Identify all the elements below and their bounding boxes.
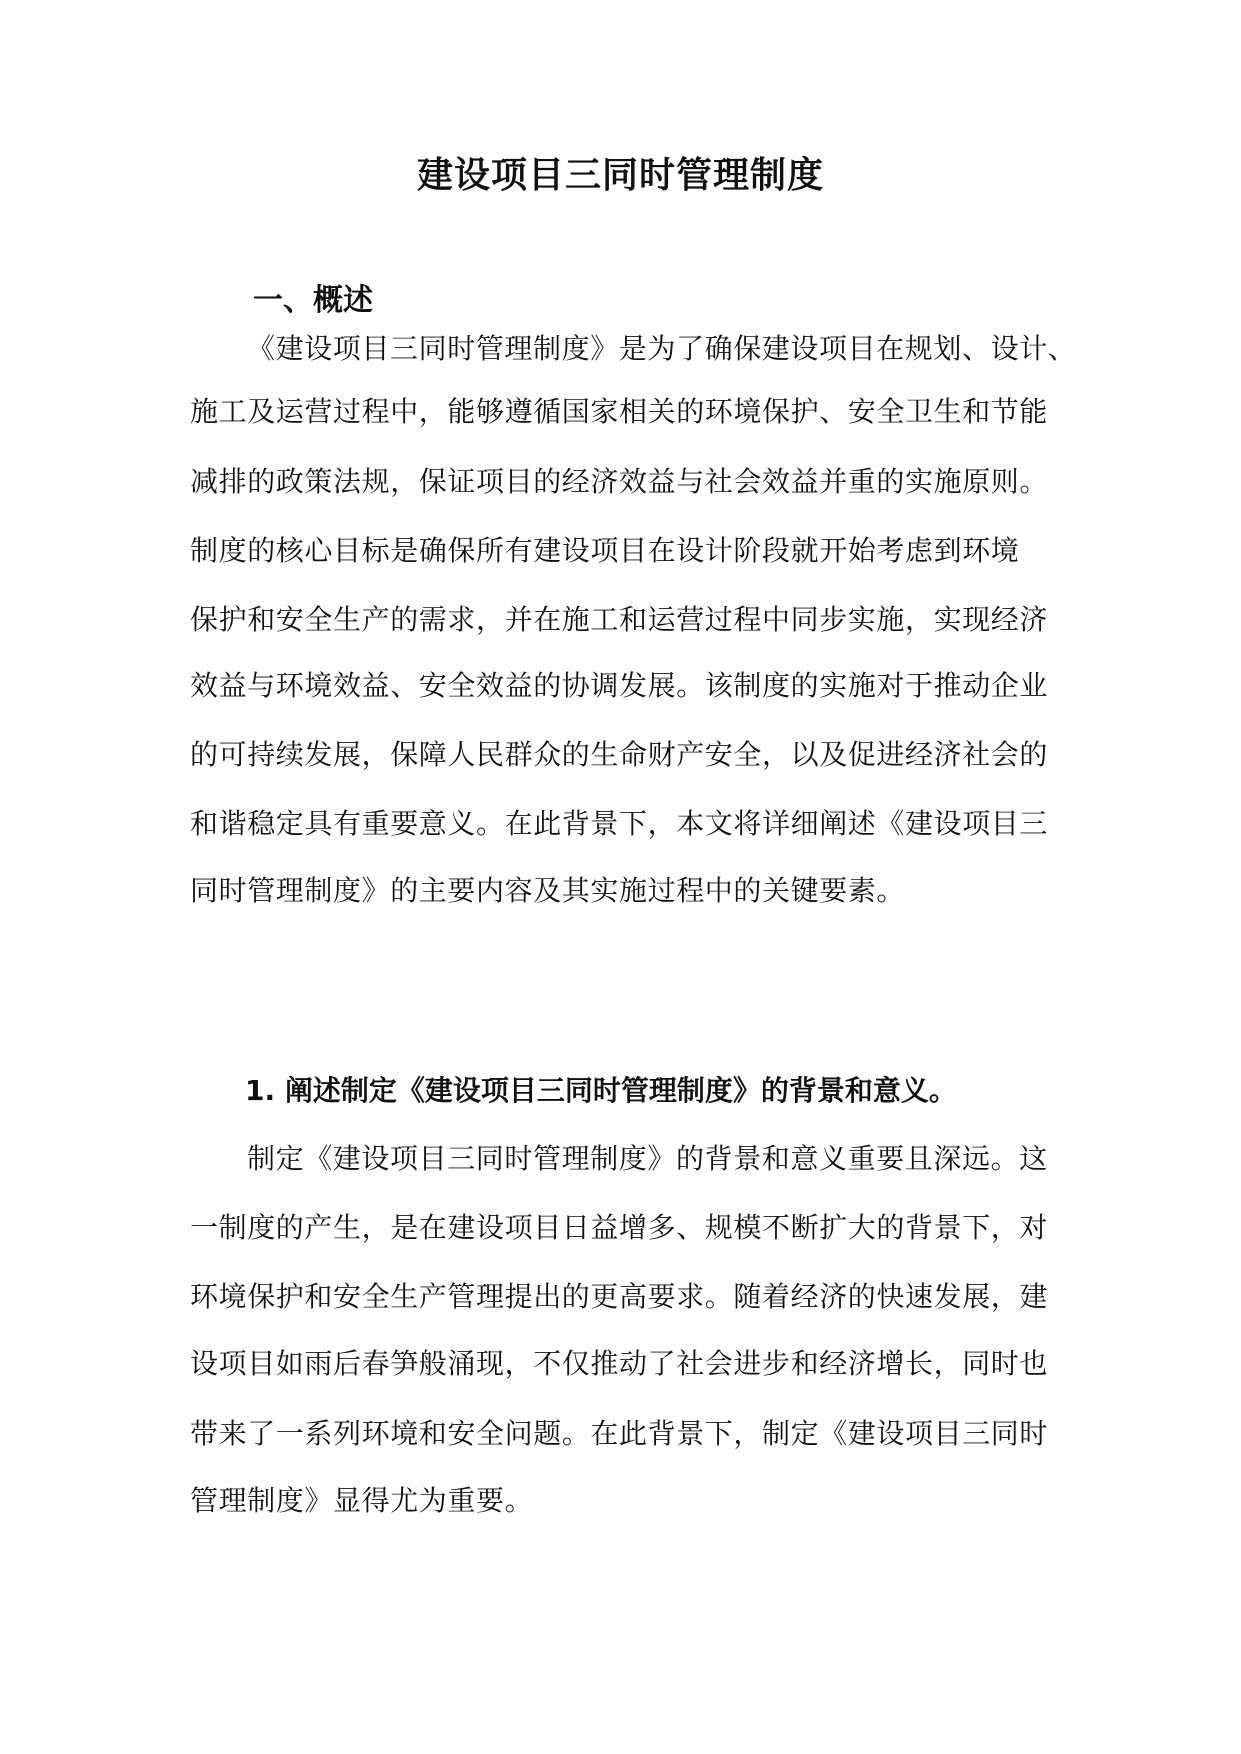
paragraph-line: 一制度的产生，是在建设项目日益增多、规模不断扩大的背景下，对 xyxy=(190,1211,1049,1244)
paragraph-line: 同时管理制度》的主要内容及其实施过程中的关键要素。 xyxy=(190,874,906,907)
paragraph-line: 保护和安全生产的需求，并在施工和运营过程中同步实施，实现经济 xyxy=(190,603,1049,636)
paragraph-line: 制定《建设项目三同时管理制度》的背景和意义重要且深远。这 xyxy=(247,1142,1048,1175)
paragraph-line: 带来了一系列环境和安全问题。在此背景下，制定《建设项目三同时 xyxy=(190,1417,1049,1450)
subsection-heading-background: 1. 阐述制定《建设项目三同时管理制度》的背景和意义。 xyxy=(245,1074,957,1107)
document-title: 建设项目三同时管理制度 xyxy=(416,155,824,196)
paragraph-line: 环境保护和安全生产管理提出的更高要求。随着经济的快速发展，建 xyxy=(190,1280,1049,1313)
paragraph-line: 和谐稳定具有重要意义。在此背景下，本文将详细阐述《建设项目三 xyxy=(190,807,1049,840)
paragraph-line: 的可持续发展，保障人民群众的生命财产安全，以及促进经济社会的 xyxy=(190,738,1049,771)
paragraph-line: 管理制度》显得尤为重要。 xyxy=(190,1484,534,1517)
paragraph-line: 《建设项目三同时管理制度》是为了确保建设项目在规划、设计、 xyxy=(247,332,1077,365)
section-heading-overview: 一、概述 xyxy=(253,283,373,318)
paragraph-line: 减排的政策法规，保证项目的经济效益与社会效益并重的实施原则。 xyxy=(190,465,1049,498)
paragraph-line: 施工及运营过程中，能够遵循国家相关的环境保护、安全卫生和节能 xyxy=(190,395,1049,428)
paragraph-line: 制度的核心目标是确保所有建设项目在设计阶段就开始考虑到环境 xyxy=(190,534,1020,567)
paragraph-line: 设项目如雨后春笋般涌现，不仅推动了社会进步和经济增长，同时也 xyxy=(190,1347,1049,1380)
paragraph-line: 效益与环境效益、安全效益的协调发展。该制度的实施对于推动企业 xyxy=(190,669,1049,702)
